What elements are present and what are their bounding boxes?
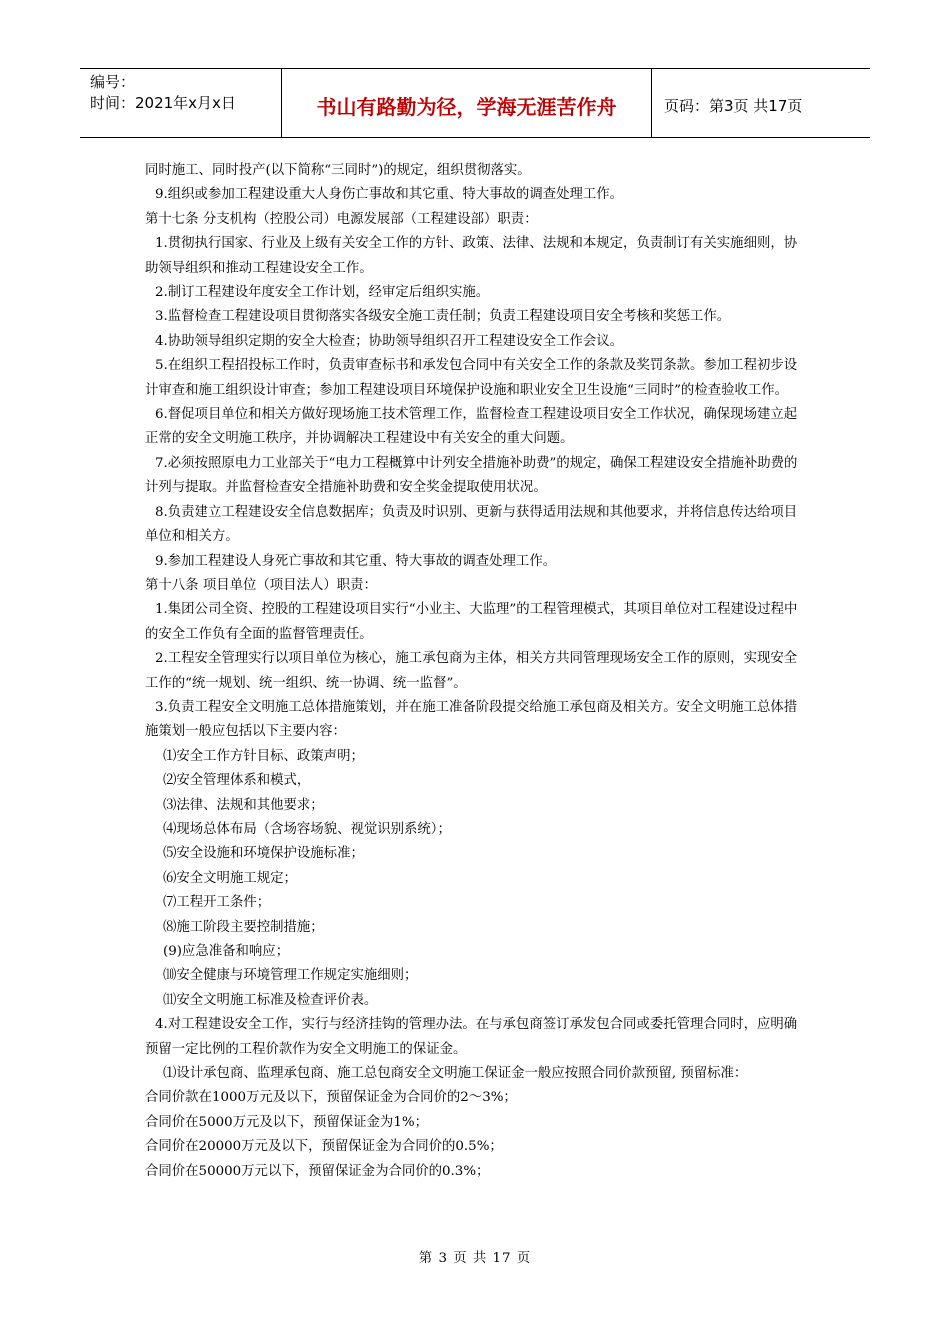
paragraph: ⑶法律、法规和其他要求； (163, 797, 324, 813)
paragraph: 第十七条 分支机构（控股公司）电源发展部（工程建设部）职责： (145, 211, 538, 227)
paragraph: 同时施工、同时投产(以下简称“三同时”)的规定，组织贯彻落实。 (145, 163, 531, 178)
paragraph: 1.集团公司全资、控股的工程建设项目实行“小业主、大监理”的工程管理模式，其项目单位对工程建设过程中的安全工作负有全面的监督管理责任。 (145, 602, 798, 642)
paragraph: ⑷现场总体布局（含场容场貌、视觉识别系统）； (163, 821, 451, 837)
paragraph: ⑴设计承包商、监理承包商、施工总包商安全文明施工保证金一般应按照合同价款预留, 预留标准： (163, 1066, 748, 1082)
header-page-info: 页码：第3页 共17页 (664, 96, 803, 115)
paragraph: 2.工程安全管理实行以项目单位为核心，施工承包商为主体，相关方共同管理现场安全工作的原则，实现安全工作的“统一规划、统一组织、统一协调、统一监督”。 (145, 651, 798, 691)
paragraph: 2.制订工程建设年度安全工作计划，经审定后组织实施。 (155, 285, 490, 301)
paragraph: 第十八条 项目单位（项目法人）职责： (145, 577, 377, 593)
paragraph: 7.必须按照原电力工业部关于“电力工程概算中计列安全措施补助费”的规定，确保工程建设安全措施补助费的计列与提取。并监督检查安全措施补助费和安全奖金提取使用状况。 (145, 455, 798, 496)
paragraph: ⑾安全文明施工标准及检查评价表。 (163, 992, 378, 1008)
paragraph: 3.负责工程安全文明施工总体措施策划，并在施工准备阶段提交给施工承包商及相关方。安全文明施工总体措施策划一般应包括以下主要内容： (145, 699, 798, 740)
paragraph: 合同价在5000万元及以下，预留保证金为1%； (145, 1114, 428, 1130)
page-header (80, 68, 870, 138)
paragraph: 9.组织或参加工程建设重大人身伤亡事故和其它重、特大事故的调查处理工作。 (155, 187, 624, 203)
document-body (145, 159, 810, 1184)
paragraph: ⑸安全设施和环境保护设施标准； (163, 846, 364, 862)
paragraph: 合同价在50000万元以下，预留保证金为合同价的0.3%； (145, 1163, 490, 1179)
paragraph: 合同价款在1000万元及以下，预留保证金为合同价的2～3%； (145, 1090, 517, 1106)
paragraph: 9.参加工程建设人身死亡事故和其它重、特大事故的调查处理工作。 (155, 553, 557, 569)
paragraph: 3.监督检查工程建设项目贯彻落实各级安全施工责任制；负责工程建设项目安全考核和奖惩工作。 (155, 309, 731, 325)
paragraph: ⑵安全管理体系和模式， (163, 773, 311, 789)
paragraph: 8.负责建立工程建设安全信息数据库；负责及时识别、更新与获得适用法规和其他要求，并将信息传达给项目单位和相关方。 (145, 504, 798, 545)
paragraph: 合同价在20000万元及以下，预留保证金为合同价的0.5%； (145, 1139, 503, 1155)
page-footer: 第 3 页 共 17 页 (418, 1251, 532, 1266)
paragraph: 4.对工程建设安全工作，实行与经济挂钩的管理办法。在与承包商签订承发包合同或委托管理合同时，应明确预留一定比例的工程价款作为安全文明施工的保证金。 (145, 1017, 798, 1057)
paragraph: ⑽安全健康与环境管理工作规定实施细则； (163, 968, 418, 984)
document-number-label: 编号： (90, 73, 136, 91)
paragraph: ⑹安全文明施工规定； (163, 870, 297, 886)
paragraph: ⑻施工阶段主要控制措施； (163, 919, 324, 935)
document-date: 时间：2021年x月x日 (90, 94, 236, 112)
header-motto: 书山有路勤为径，学海无涯苦作舟 (282, 69, 652, 137)
paragraph: ⑺工程开工条件； (163, 895, 271, 911)
paragraph: 5.在组织工程招投标工作时，负责审查标书和承发包合同中有关安全工作的条款及奖罚条款。参加工程初步设计审查和施工组织设计审查；参加工程建设项目环境保护设施和职业安全卫生设施“三同时”的检查验收工作。 (145, 358, 798, 398)
paragraph: 6.督促项目单位和相关方做好现场施工技术管理工作，监督检查工程建设项目安全工作状况，确保现场建立起正常的安全文明施工秩序，并协调解决工程建设中有关安全的重大问题。 (145, 407, 798, 447)
header-meta (80, 69, 282, 137)
paragraph: ⑴安全工作方针目标、政策声明； (163, 748, 364, 764)
paragraph: 4.协助领导组织定期的安全大检查；协助领导组织召开工程建设安全工作会议。 (155, 333, 624, 349)
paragraph: (9)应急准备和响应； (163, 944, 290, 959)
paragraph: 1.贯彻执行国家、行业及上级有关安全工作的方针、政策、法律、法规和本规定，负责制订有关实施细则，协助领导组织和推动工程建设安全工作。 (145, 236, 798, 276)
